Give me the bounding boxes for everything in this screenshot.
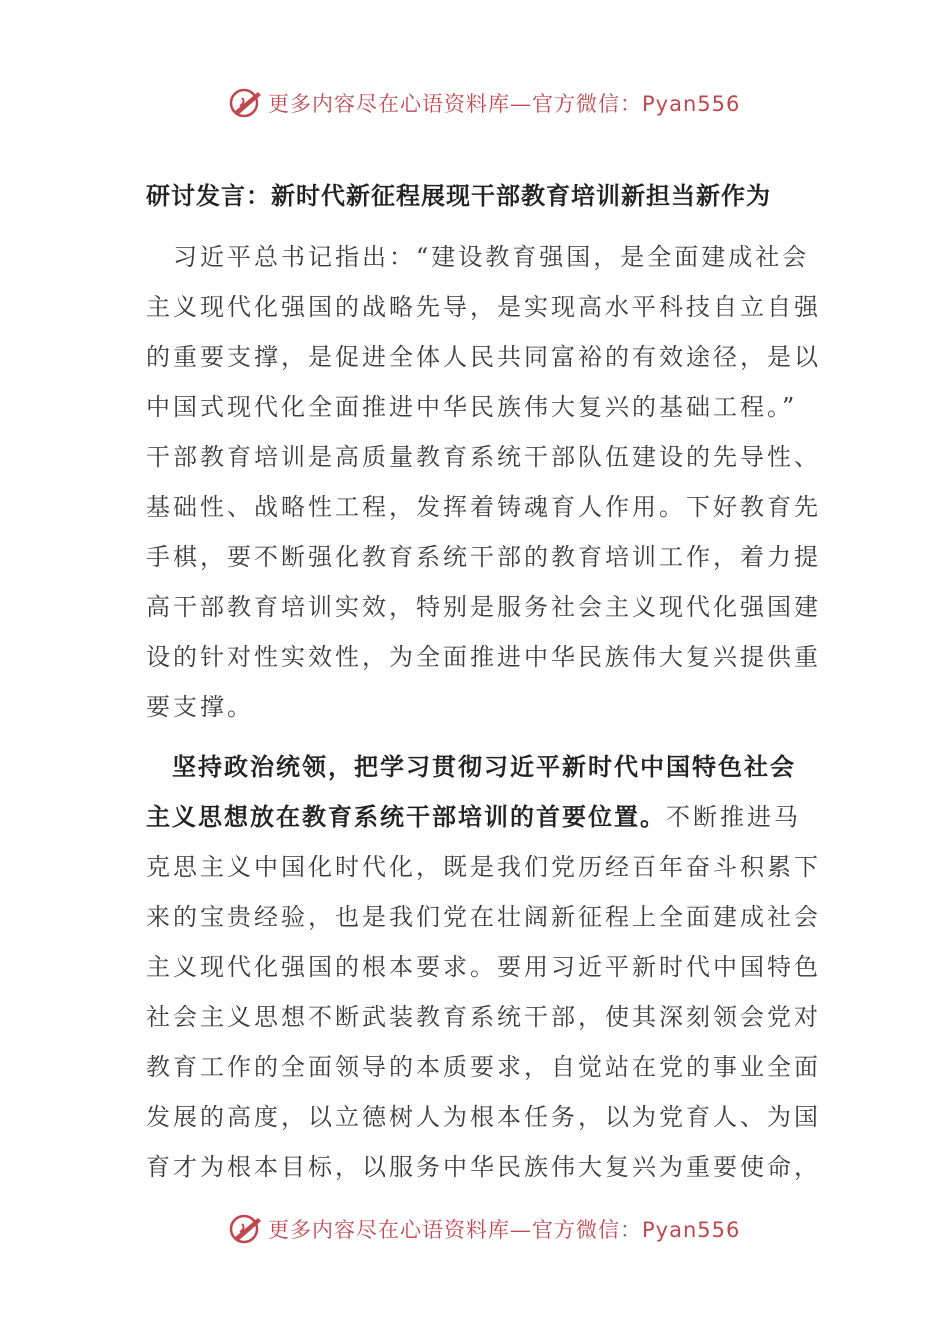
paragraph-line: 基础性、战略性工程，发挥着铸魂育人作用。下好教育先 xyxy=(146,493,821,521)
wechat-label: 官方微信： xyxy=(532,92,642,116)
banner-text xyxy=(268,88,740,118)
paragraph-1 xyxy=(146,232,821,732)
paragraph-line: 教育工作的全面领导的本质要求，自觉站在党的事业全面 xyxy=(146,1053,821,1081)
paragraph-line: 手棋，要不断强化教育系统干部的教育培训工作，着力提 xyxy=(146,543,821,571)
quill-pen-logo-icon xyxy=(228,86,264,120)
paragraph-2 xyxy=(146,742,821,1192)
paragraph-line: 发展的高度，以立德树人为根本任务，以为党育人、为国 xyxy=(146,1103,821,1131)
paragraph-line: 主义现代化强国的战略先导，是实现高水平科技自立自强 xyxy=(146,293,821,321)
banner-text xyxy=(268,1214,740,1244)
banner-slogan: 更多内容尽在心语资料库— xyxy=(268,1218,532,1242)
paragraph-line: 主义现代化强国的根本要求。要用习近平新时代中国特色 xyxy=(146,953,821,981)
paragraph-line: 中国式现代化全面推进中华民族伟大复兴的基础工程。” xyxy=(146,393,798,421)
quill-pen-logo-icon xyxy=(228,1212,264,1246)
header-banner xyxy=(228,86,748,120)
paragraph-bold-heading: 主义思想放在教育系统干部培训的首要位置。 xyxy=(146,803,666,831)
paragraph-line: 来的宝贵经验，也是我们党在壮阔新征程上全面建成社会 xyxy=(146,903,821,931)
paragraph-line: 要支撑。 xyxy=(146,693,254,721)
wechat-id: Pyan556 xyxy=(642,1218,741,1242)
paragraph-line: 干部教育培训是高质量教育系统干部队伍建设的先导性、 xyxy=(146,443,821,471)
wechat-id: Pyan556 xyxy=(642,92,741,116)
paragraph-line: 习近平总书记指出：“建设教育强国，是全面建成社会 xyxy=(146,243,810,271)
footer-banner xyxy=(228,1212,748,1246)
paragraph-line: 社会主义思想不断武装教育系统干部，使其深刻领会党对 xyxy=(146,1003,821,1031)
wechat-label: 官方微信： xyxy=(532,1218,642,1242)
banner-slogan: 更多内容尽在心语资料库— xyxy=(268,92,532,116)
paragraph-line: 高干部教育培训实效，特别是服务社会主义现代化强国建 xyxy=(146,593,821,621)
paragraph-text: 不断推进马 xyxy=(666,803,801,831)
paragraph-line: 育才为根本目标，以服务中华民族伟大复兴为重要使命， xyxy=(146,1153,821,1181)
paragraph-line: 的重要支撑，是促进全体人民共同富裕的有效途径，是以 xyxy=(146,343,821,371)
document-title: 研讨发言：新时代新征程展现干部教育培训新担当新作为 xyxy=(146,182,771,210)
paragraph-line: 设的针对性实效性，为全面推进中华民族伟大复兴提供重 xyxy=(146,643,821,671)
paragraph-bold-heading: 坚持政治统领，把学习贯彻习近平新时代中国特色社会 xyxy=(146,753,796,781)
paragraph-line: 克思主义中国化时代化，既是我们党历经百年奋斗积累下 xyxy=(146,853,821,881)
